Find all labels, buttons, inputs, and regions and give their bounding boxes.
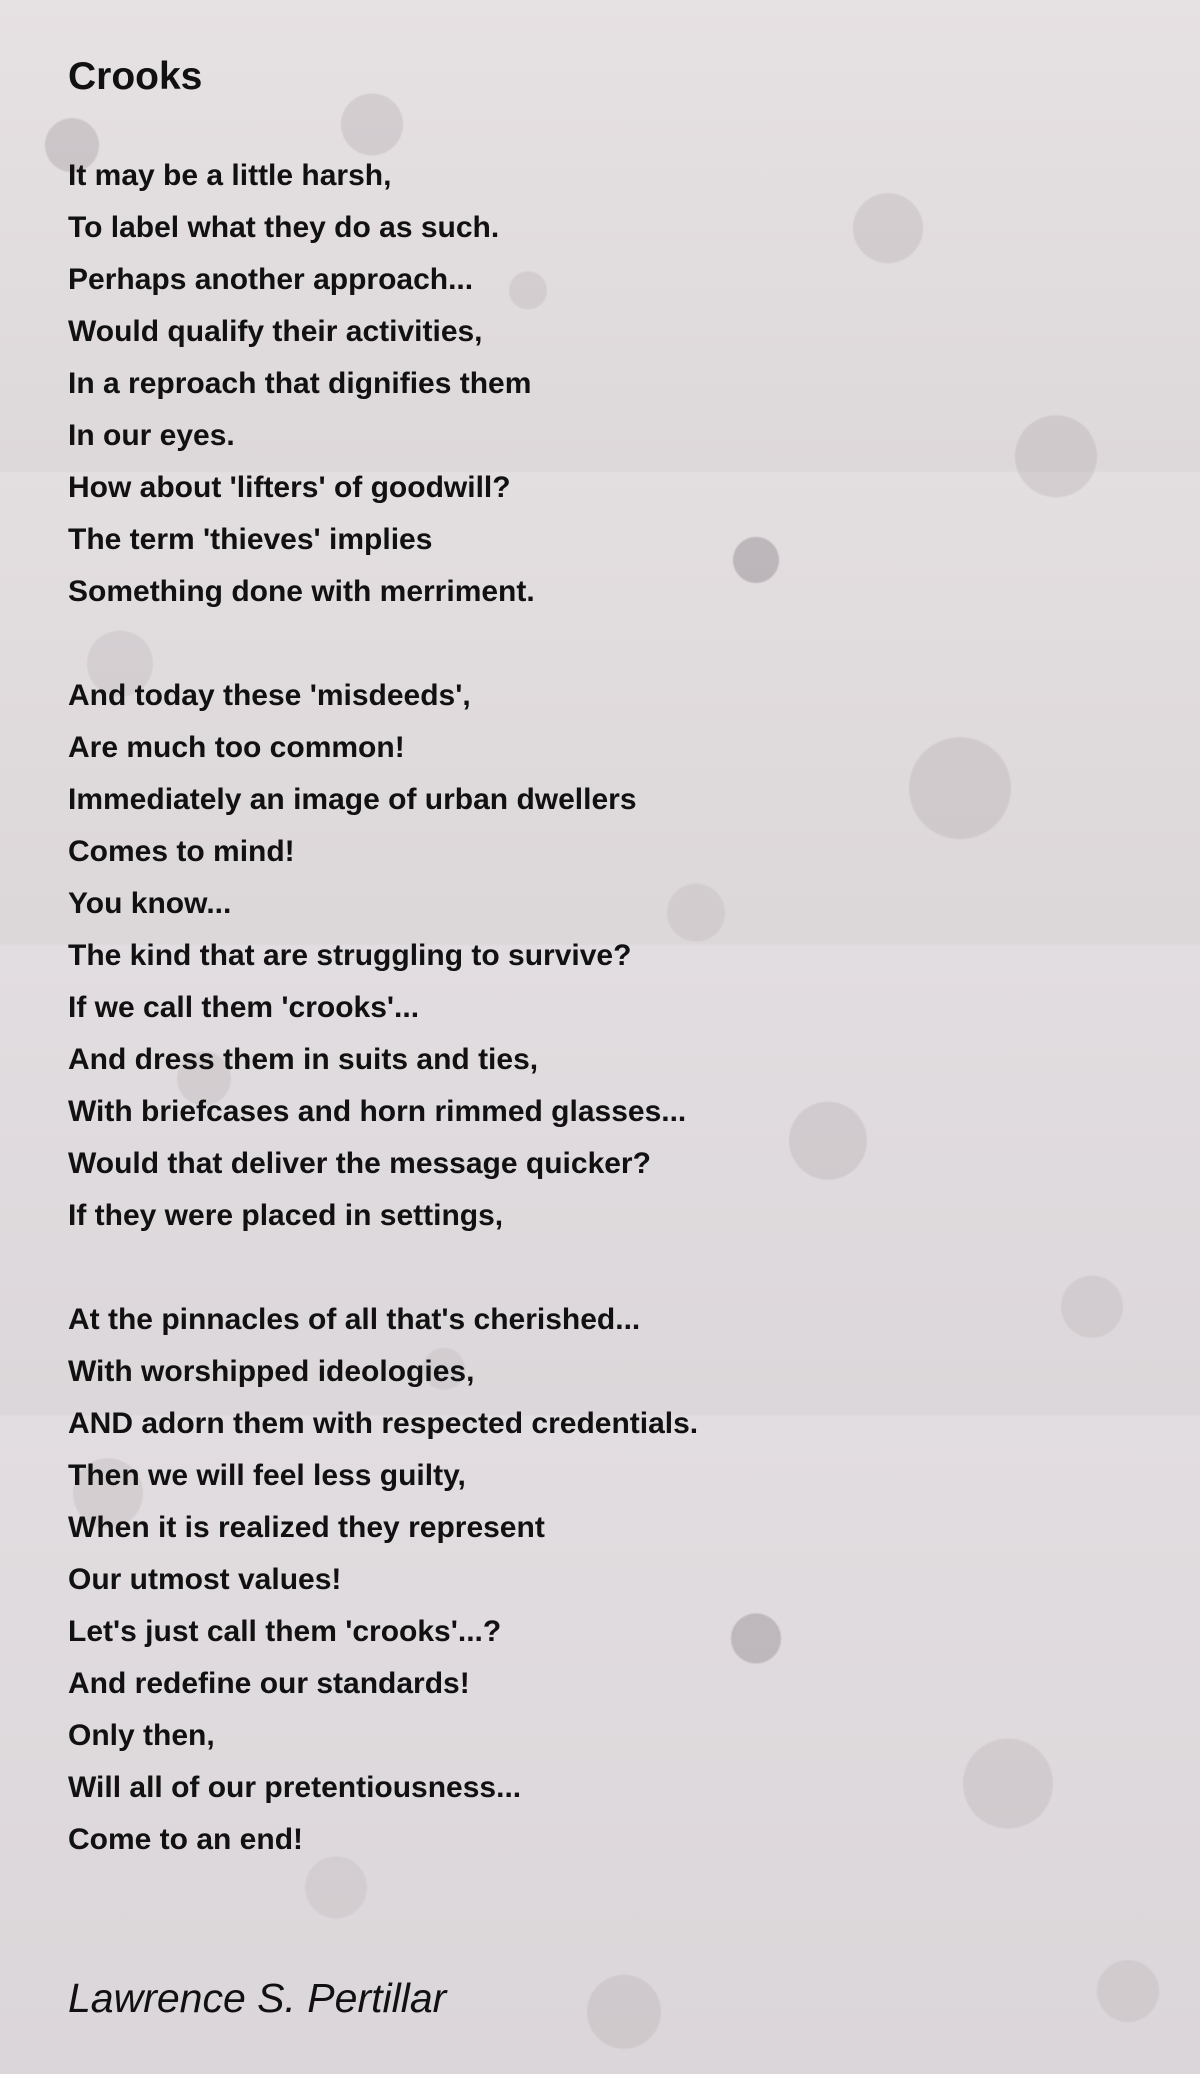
poem-line: Would that deliver the message quicker? — [68, 1147, 651, 1180]
poem-line: Come to an end! — [68, 1823, 304, 1856]
stanza-3 — [68, 1294, 698, 1866]
poem-line: Are much too common! — [68, 731, 405, 764]
poem-line: Something done with merriment. — [68, 575, 535, 608]
stanza-1 — [68, 150, 698, 618]
poem-body — [68, 150, 698, 1866]
poem-line: With worshipped ideologies, — [68, 1355, 475, 1388]
poem-line: And dress them in suits and ties, — [68, 1043, 539, 1076]
poem-line: Comes to mind! — [68, 835, 295, 868]
poem-line: If they were placed in settings, — [68, 1199, 504, 1232]
poem-line: How about 'lifters' of goodwill? — [68, 471, 511, 504]
poem-line: And today these 'misdeeds', — [68, 679, 471, 712]
poem-line: If we call them 'crooks'... — [68, 991, 420, 1024]
poem-line: The term 'thieves' implies — [68, 523, 433, 556]
poem-line: The kind that are struggling to survive? — [68, 939, 632, 972]
poem-line: Would qualify their activities, — [68, 315, 483, 348]
poem-line: To label what they do as such. — [68, 211, 500, 244]
poem-line: Immediately an image of urban dwellers — [68, 783, 637, 816]
stanza-break — [68, 1242, 698, 1294]
poem-line: In a reproach that dignifies them — [68, 367, 532, 400]
poem-line: Then we will feel less guilty, — [68, 1459, 466, 1492]
stanza-break — [68, 618, 698, 670]
poem-line: In our eyes. — [68, 419, 235, 452]
poem-title: Crooks — [68, 55, 203, 98]
poem-line: You know... — [68, 887, 232, 920]
poem-line: Our utmost values! — [68, 1563, 342, 1596]
poem-line: And redefine our standards! — [68, 1667, 470, 1700]
poem-line: When it is realized they represent — [68, 1511, 545, 1544]
poem-line: Perhaps another approach... — [68, 263, 474, 296]
poem-line: With briefcases and horn rimmed glasses... — [68, 1095, 687, 1128]
poem-line: Will all of our pretentiousness... — [68, 1771, 522, 1804]
poem-line: Let's just call them 'crooks'...? — [68, 1615, 502, 1648]
poem-line: It may be a little harsh, — [68, 159, 392, 192]
stanza-2 — [68, 670, 698, 1242]
poem-line: AND adorn them with respected credentials. — [68, 1407, 699, 1440]
poem-author: Lawrence S. Pertillar — [68, 1975, 447, 2021]
poem-line: Only then, — [68, 1719, 215, 1752]
poem-line: At the pinnacles of all that's cherished... — [68, 1303, 641, 1336]
